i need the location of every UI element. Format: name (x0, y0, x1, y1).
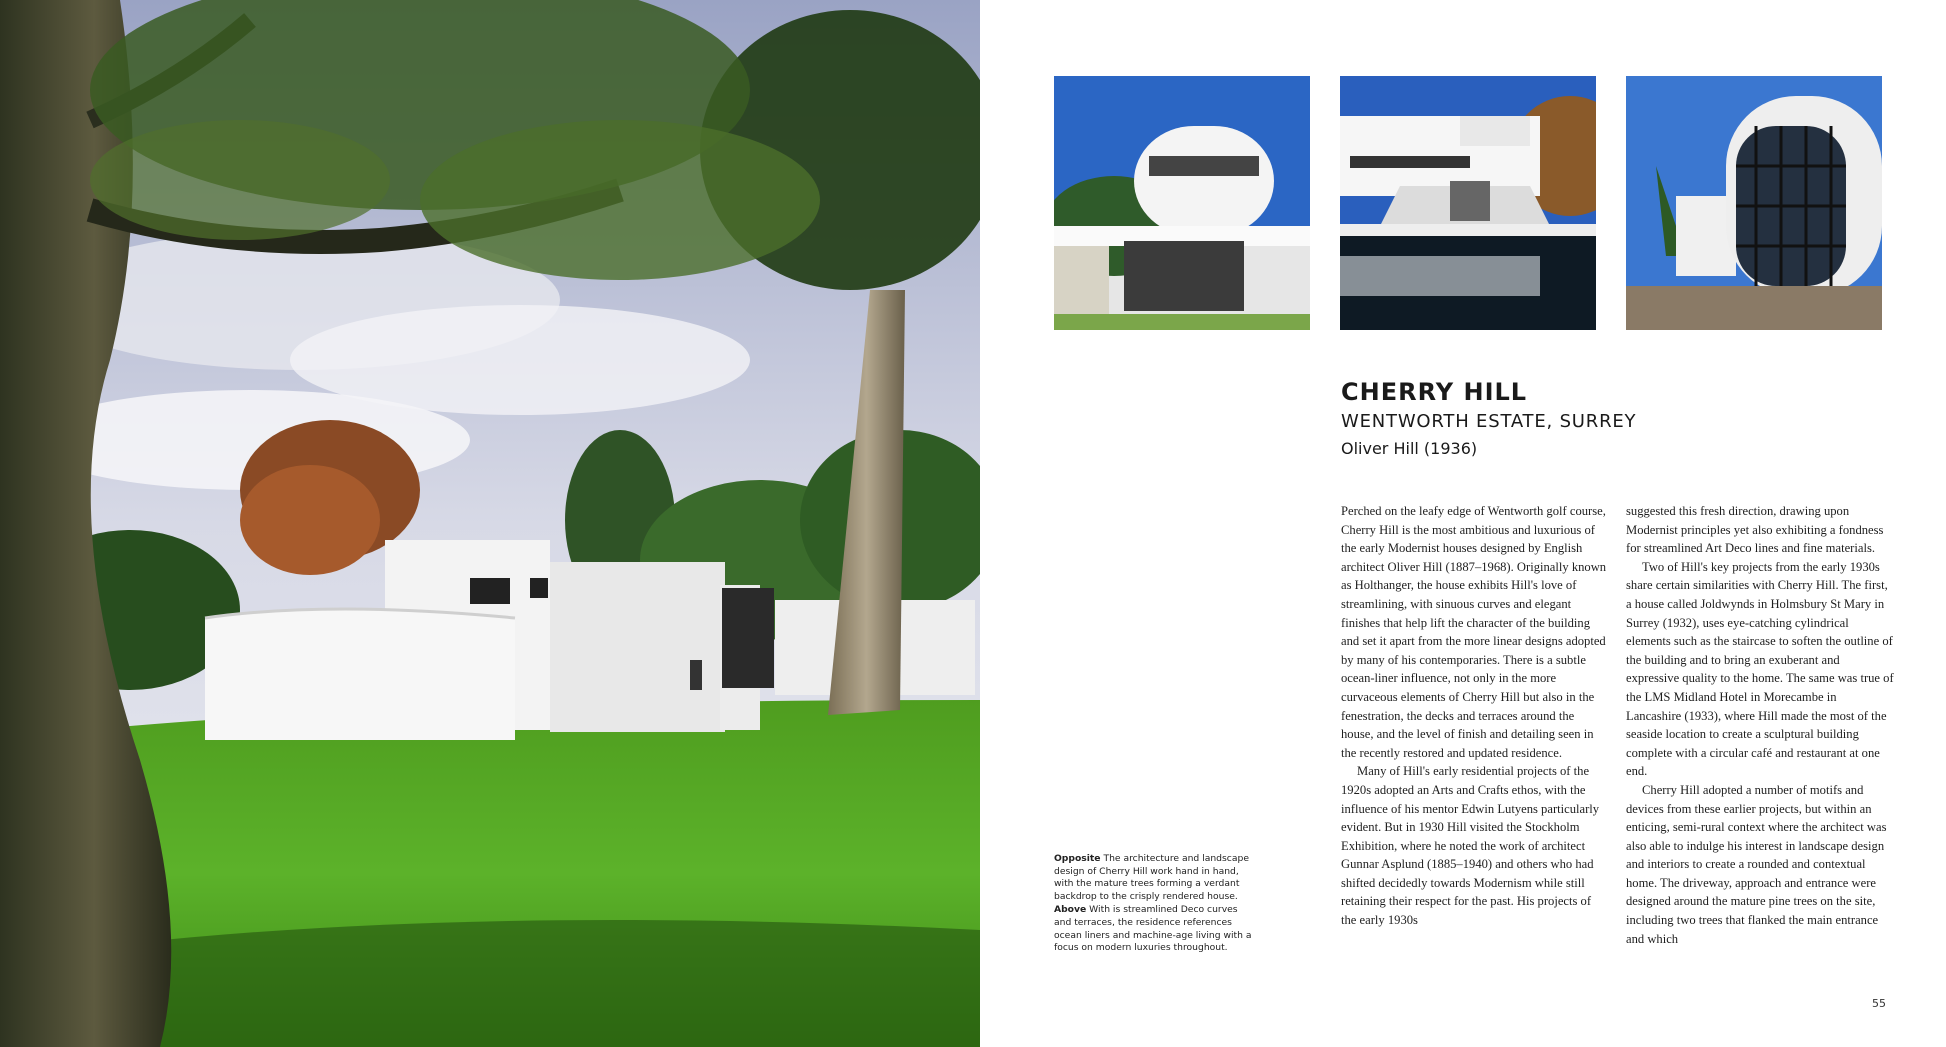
caption-above (1054, 904, 1254, 954)
body-column-2 (1626, 502, 1894, 948)
caption-opposite (1054, 853, 1254, 903)
article-subtitle: WENTWORTH ESTATE, SURREY (1341, 411, 1637, 432)
curved-facade-photo-icon (1054, 76, 1310, 330)
caption-above-text: With is streamlined Deco curves and terraces, the residence references ocean liners and machine-age living with a focus on modern luxuries throughout. (1054, 904, 1252, 954)
paragraph: Perched on the leafy edge of Wentworth golf course, Cherry Hill is the most ambitious and luxurious of the early Modernist houses designed by English architect Oliver Hill (1887–1968). Originally known as Holthanger, the house exhibits Hill's love of streamlining, with sinuous curves and elegant finishes that help lift the character of the building and set it apart from the more linear designs adopted by many of his contemporaries. There is a subtle ocean-liner influence, not only in the more curvaceous elements of Cherry Hill but also in the fenestration, the decks and terraces around the house, and the level of finish and detailing seen in the recently restored and updated residence. (1341, 504, 1607, 760)
paragraph: suggested this fresh direction, drawing upon Modernist principles yet also exhibiting a fondness for streamlined Art Deco lines and fine materials. (1626, 504, 1884, 556)
reflecting-pool-photo-icon (1340, 76, 1596, 330)
page-number: 55 (1872, 997, 1886, 1010)
article-heading (1341, 376, 1636, 462)
body-column-1 (1341, 502, 1609, 930)
paragraph: Cherry Hill adopted a number of motifs and devices from these earlier projects, but within an enticing, semi-rural context where the architect was also able to indulge his interest in landscape design and interiors to create a rounded and contextual home. The driveway, approach and entrance were designed around the mature pine trees on the site, including two trees that flanked the main entrance and which (1626, 782, 1887, 946)
paragraph: Two of Hill's key projects from the early 1930s share certain similarities with Cherry Hill. The first, a house called Joldwynds in Holmsbury St Mary in Surrey (1932), uses eye-catching cylindrical elements such as the staircase to soften the outline of the building and to bring an exuberant and expressive quality to the home. The same was true of the LMS Midland Hotel in Morecambe in Lancashire (1933), where Hill made the most of the seaside location to create a sculptural building complete with a circular café and restaurant at one end. (1626, 559, 1894, 779)
glazed-stair-tower-photo-icon (1626, 76, 1882, 330)
caption-opposite-text: The architecture and landscape design of Cherry Hill work hand in hand, with the mature trees forming a verdant backdrop to the crisply rendered house. (1054, 853, 1249, 902)
thumbnail-reflecting-pool (1340, 76, 1596, 330)
paragraph: Many of Hill's early residential projects of the 1920s adopted an Arts and Crafts ethos, with the influence of his mentor Edwin Lutyens particularly evident. But in 1930 Hill visited the Stockholm Exhibition, where he noted the work of architect Gunnar Asplund (1885–1940) and others who had shifted decidedly towards Modernism while still retaining their respect for the past. His projects of the early 1930s (1341, 764, 1600, 928)
caption-above-label: Above (1054, 904, 1087, 916)
thumbnail-curved-facade (1054, 76, 1310, 330)
architect-credit: Oliver Hill (1936) (1341, 439, 1478, 458)
photo-caption (1054, 853, 1254, 956)
article-title: CHERRY HILL (1341, 378, 1528, 406)
caption-opposite-label: Opposite (1054, 853, 1101, 864)
thumbnail-glazed-stair-tower (1626, 76, 1882, 330)
